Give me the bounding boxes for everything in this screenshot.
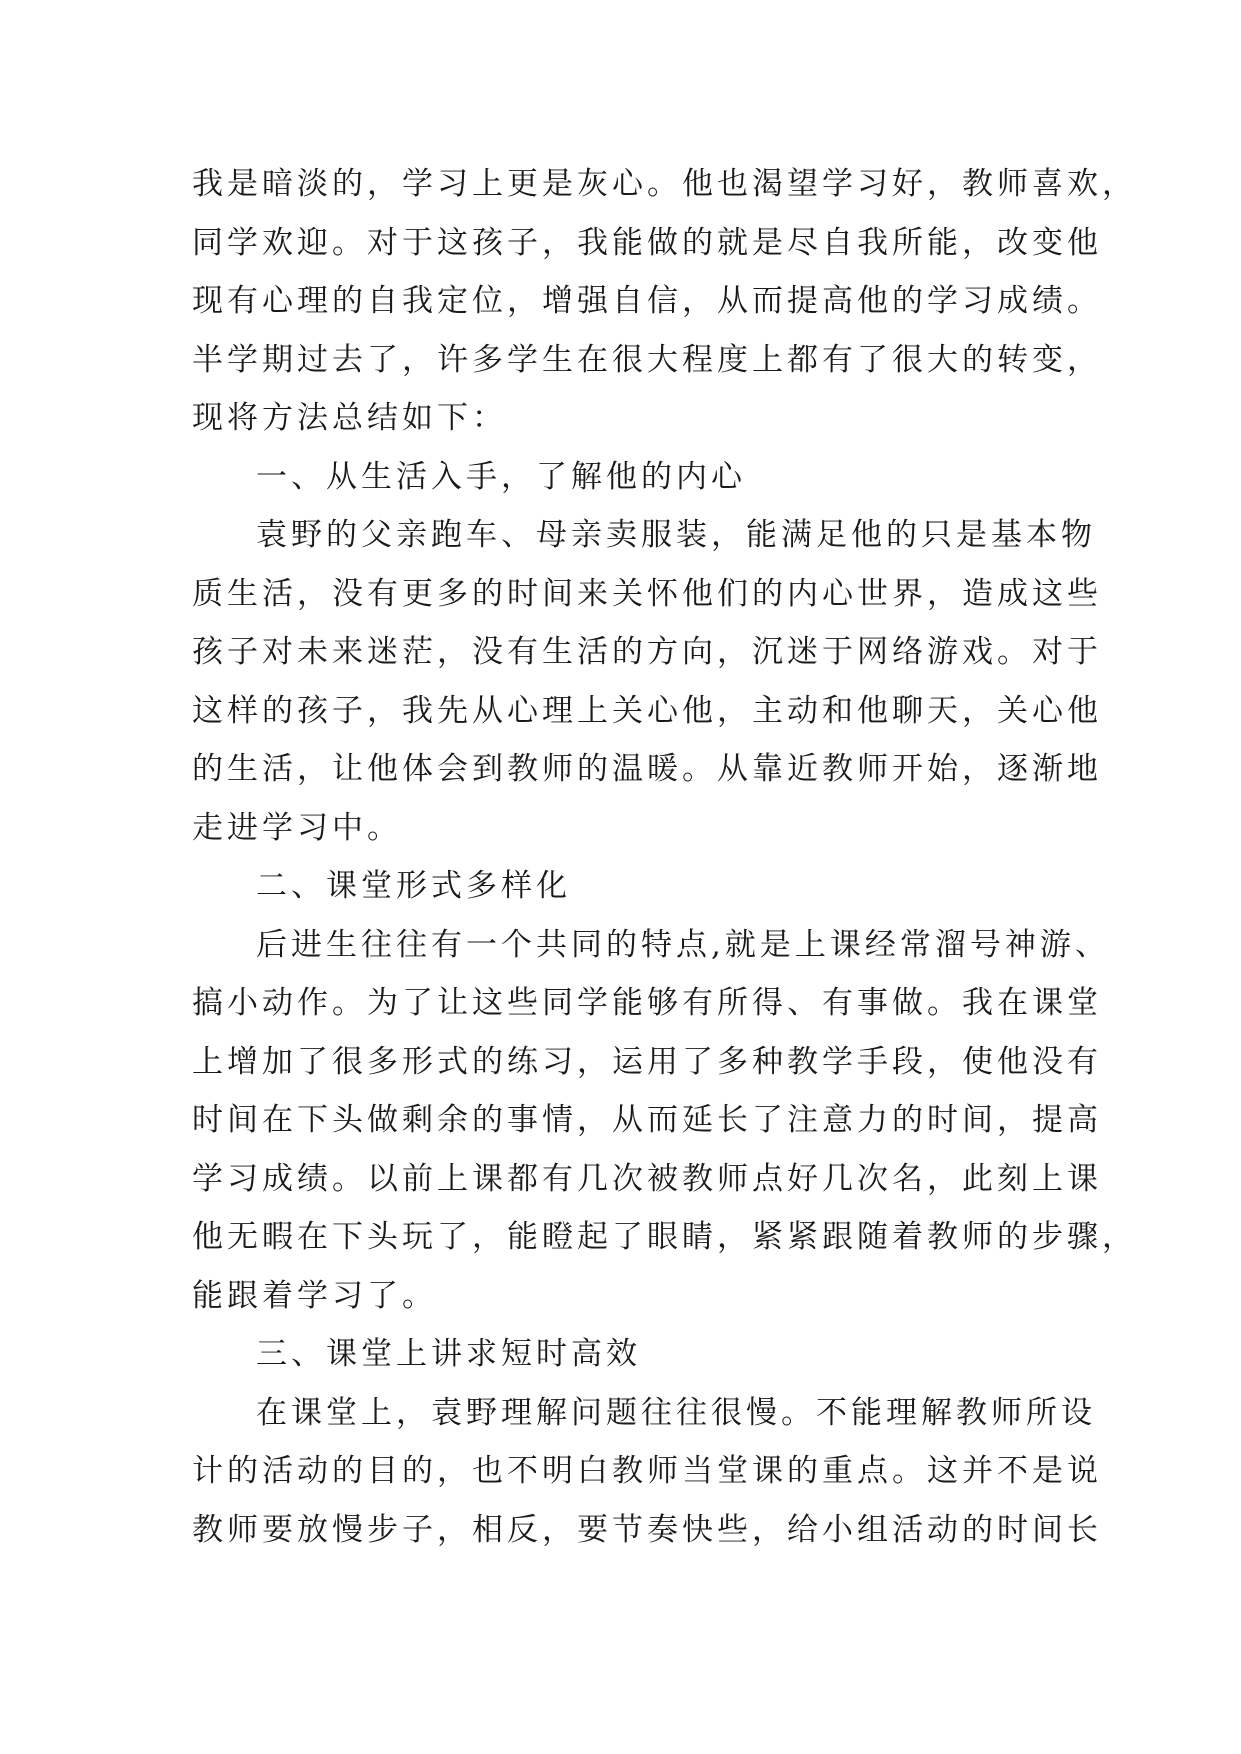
text-line: 后进生往往有一个共同的特点,就是上课经常溜号神游、 <box>256 926 1110 963</box>
section-heading: 二、课堂形式多样化 <box>256 868 571 904</box>
text-line: 教师要放慢步子，相反，要节奏快些，给小组活动的时间长 <box>192 1511 1102 1548</box>
text-line: 他无暇在下头玩了，能瞪起了眼睛，紧紧跟随着教师的步骤， <box>192 1219 1137 1255</box>
text-line: 搞小动作。为了让这些同学能够有所得、有事做。我在课堂 <box>192 985 1102 1021</box>
text-line: 同学欢迎。对于这孩子，我能做的就是尽自我所能，改变他 <box>192 224 1102 261</box>
text-line: 孩子对未来迷茫，没有生活的方向，沉迷于网络游戏。对于 <box>192 634 1102 670</box>
document-body <box>192 155 1137 1559</box>
text-line: 学习成绩。以前上课都有几次被教师点好几次名，此刻上课 <box>192 1160 1102 1197</box>
text-line: 时间在下头做剩余的事情，从而延长了注意力的时间，提高 <box>192 1102 1102 1138</box>
section-heading: 一、从生活入手，了解他的内心 <box>256 458 746 495</box>
text-line: 我是暗淡的，学习上更是灰心。他也渴望学习好，教师喜欢， <box>192 166 1137 202</box>
text-line: 走进学习中。 <box>192 809 402 846</box>
text-line: 质生活，没有更多的时间来关怀他们的内心世界，造成这些 <box>192 575 1102 612</box>
text-line: 这样的孩子，我先从心理上关心他，主动和他聊天，关心他 <box>192 692 1102 729</box>
text-line: 能跟着学习了。 <box>192 1277 437 1314</box>
text-line: 袁野的父亲跑车、母亲卖服装，能满足他的只是基本物 <box>256 517 1096 553</box>
text-line: 计的活动的目的，也不明白教师当堂课的重点。这并不是说 <box>192 1453 1102 1489</box>
text-line: 的生活，让他体会到教师的温暖。从靠近教师开始，逐渐地 <box>192 751 1102 787</box>
text-line: 半学期过去了，许多学生在很大程度上都有了很大的转变， <box>192 341 1102 378</box>
text-line: 在课堂上，袁野理解问题往往很慢。不能理解教师所设 <box>256 1394 1096 1431</box>
text-line: 现有心理的自我定位，增强自信，从而提高他的学习成绩。 <box>192 283 1102 319</box>
text-line: 现将方法总结如下： <box>192 400 507 436</box>
text-line: 上增加了很多形式的练习，运用了多种教学手段，使他没有 <box>192 1043 1102 1080</box>
section-heading: 三、课堂上讲求短时高效 <box>256 1336 641 1372</box>
